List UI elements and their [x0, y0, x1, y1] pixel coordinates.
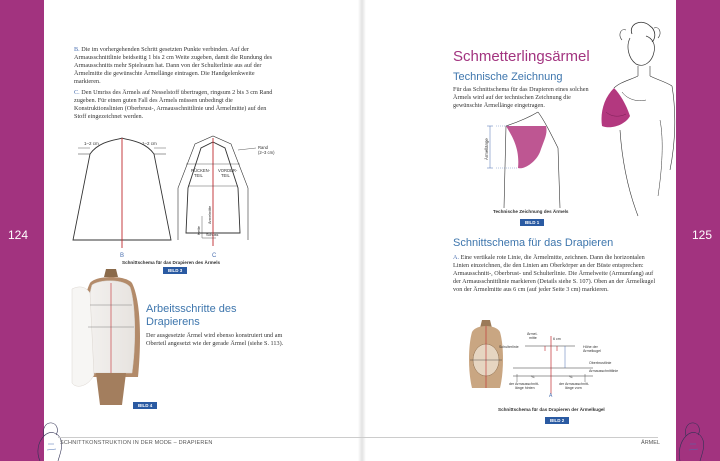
schema-heading: Schnittschema für das Drapieren	[453, 237, 614, 249]
kette-label: Kette	[197, 226, 201, 235]
sleeve-pattern-diagram	[60, 128, 310, 278]
technical-caption: Technische Zeichnung des Ärmels	[493, 209, 569, 214]
aermelmitte-label-1: Ärmel-	[527, 332, 538, 336]
hoehe-label-2: Ärmelkugel	[583, 349, 601, 353]
aermelmitte-label-2: mitte	[529, 336, 537, 340]
oberbrust-label: Oberbrustlinie	[589, 361, 612, 365]
technical-badge: BILD 1	[520, 219, 544, 226]
technical-text: Für das Schnittschema für das Drapieren eines solchen Ärmels wird auf der technischen Zeichnung die gewünschte Ärmellänge eingetragen.	[453, 86, 589, 109]
marker-c: C	[212, 253, 217, 259]
figure3-badge: BILD 3	[163, 267, 187, 274]
marker-b: B	[120, 253, 125, 259]
ruecken-label-2: TEIL	[194, 173, 203, 178]
dim-right-label: 1–2 cm	[142, 141, 157, 146]
page-title: Schmetterlingsärmel	[453, 48, 590, 65]
schuss-label: Schuss	[206, 233, 219, 237]
right-page-number: 125	[691, 228, 712, 242]
aermelmitte-vertical-label: Ärmelmitte	[208, 205, 212, 224]
work-steps-heading-line1: Arbeitsschritte des	[146, 303, 237, 315]
paragraph-b-label: B.	[74, 46, 80, 53]
work-steps-text: Der ausgesetzte Ärmel wird ebenso konstruiert und am Oberteil angesetzt wie der gerade Ärmel (siehe S. 113).	[146, 332, 284, 347]
vorder-label-2: TEIL	[221, 173, 230, 178]
aermellaenge-label: Ärmellänge	[484, 138, 489, 160]
corner-sketch-right	[672, 414, 710, 461]
photo-badge: BILD 4	[133, 402, 157, 409]
fashion-sketch	[598, 20, 678, 218]
paragraph-a-label: A.	[453, 254, 460, 261]
six-cm-label: 6 cm	[553, 337, 561, 341]
marker-a: A	[549, 393, 553, 399]
book-gutter	[358, 0, 366, 461]
ruecken-label-1: RÜCKEN-	[191, 168, 211, 173]
sleeve-cap-caption: Schnittschema für das Drapieren der Ärmelkugel	[498, 407, 605, 412]
paragraph-a	[453, 254, 659, 294]
work-steps-heading-line2: Drapierens	[146, 316, 200, 328]
paragraph-b-text: Die im vorhergehenden Schritt gesetzten Punkte verbinden. Auf der Armausschnittlinie beidseitig 1 bis 2 cm Weite zugeben, damit die Rundung des Armausschnitts mehr Spielraum hat. Dann von der Schulterlinie aus auf der Ärmelmitte die gewünschte Ärmellänge eintragen. Die Handgelenkweite markieren.	[74, 46, 273, 85]
dim-left-label: 1–2 cm	[84, 141, 99, 146]
laenge-hinten-1: der Armausschnitt-	[509, 382, 539, 386]
paragraph-b	[74, 46, 280, 86]
frac-right: ¾	[569, 374, 573, 379]
technical-heading: Technische Zeichnung	[453, 71, 563, 83]
laenge-vorn-1: der Armausschnitt-	[559, 382, 589, 386]
footer-left-title: SCHNITTKONSTRUKTION IN DER MODE – DRAPIEREN	[60, 440, 213, 446]
paragraph-c-label: C.	[74, 89, 80, 96]
figure3-caption: Schnittschema für das Drapieren des Ärmels	[122, 260, 221, 265]
paragraph-c-text: Den Umriss des Ärmels auf Nesselstoff übertragen, ringsum 2 bis 3 cm Rand zugeben. Für einen guten Fall des Ärmels müssen unbedingt die Konstruktionslinien (Oberbrust-, Armausschnittlinie und Ärmelmitte) auf den Stoff eingezeichnet werden.	[74, 89, 273, 120]
draping-mannequin-photo	[70, 265, 150, 413]
laenge-hinten-2: länge hinten	[515, 386, 535, 390]
vorder-label-1: VORDER-	[218, 168, 238, 173]
technical-sleeve-drawing	[478, 108, 593, 210]
hoehe-label-1: Höhe der	[583, 345, 598, 349]
schulterlinie-label: Schulterlinie	[499, 345, 519, 349]
rand-label-2: (2–3 cm)	[258, 150, 275, 155]
left-page-number: 124	[8, 228, 29, 242]
frac-left: ¾	[531, 374, 535, 379]
paragraph-a-text: Eine vertikale rote Linie, die Ärmelmitte, zeichnen. Dann die horizontalen Linien einzeichnen, die den Linien am Oberkörper an der Büste entsprechen: Armausschnitt-, Oberbrust- und Schulterlinie. Die Ärmelweite (Armumfang) auf der Armausschnittlinie markieren (Details siehe S. 107). Oben an der Ärmelkugel von der Ärmelmitte aus 6 cm (auf jeder Seite 3 cm) markieren.	[453, 254, 656, 293]
sleeve-cap-diagram	[499, 328, 655, 399]
paragraph-c	[74, 89, 280, 121]
footer-right-title: ÄRMEL	[641, 440, 660, 446]
sleeve-mannequin-photo	[462, 316, 510, 392]
armaus-label: Armausschnittlinie	[589, 369, 619, 373]
rand-label-1: Rand	[258, 145, 269, 150]
laenge-vorn-2: länge vorn	[565, 386, 582, 390]
footer-rule	[58, 437, 658, 438]
sleeve-cap-badge: BILD 2	[545, 417, 569, 424]
work-steps-heading	[146, 303, 236, 329]
